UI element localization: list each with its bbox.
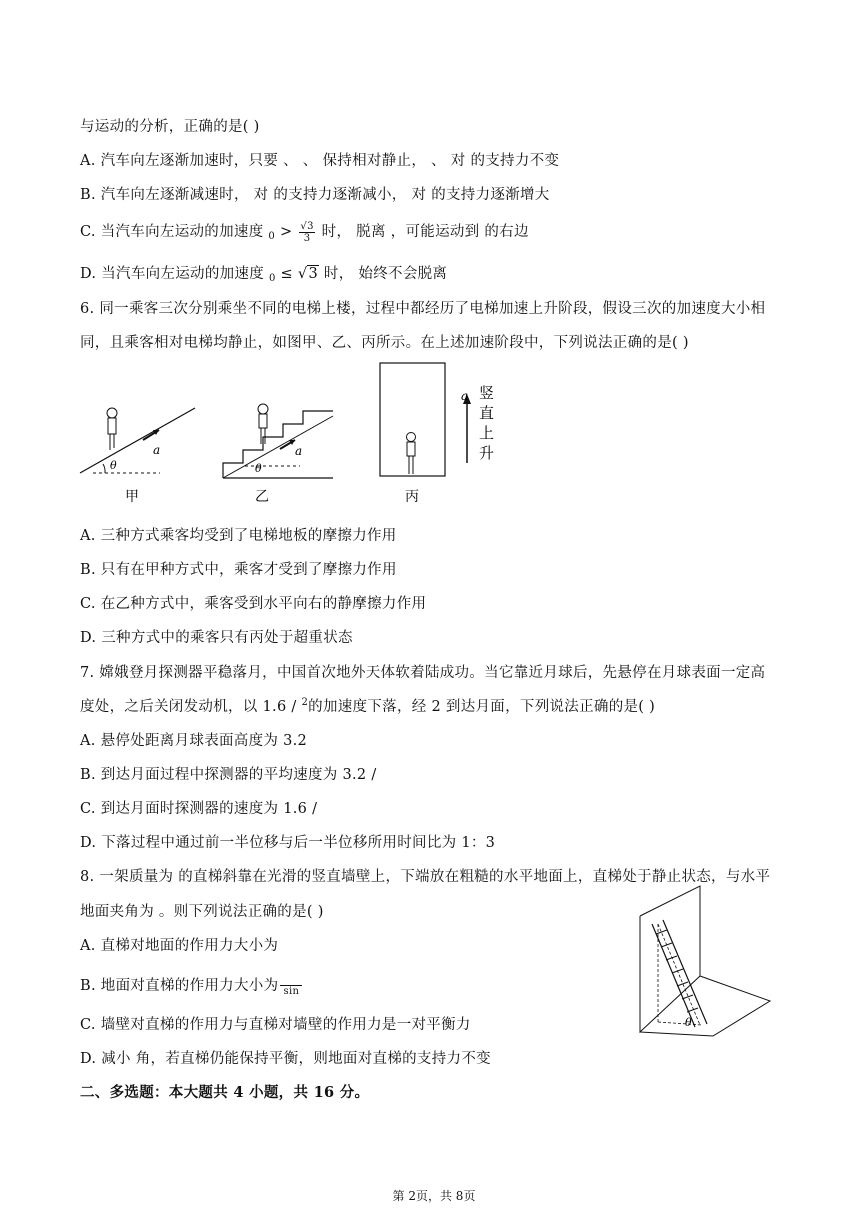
q8-angle-label: θ bbox=[685, 1016, 692, 1029]
section-2-heading: 二、多选题：本大题共 4 小题，共 16 分。 bbox=[80, 1084, 370, 1101]
q5-option-c bbox=[80, 220, 529, 244]
q6-option-d: D. 三种方式中的乘客只有丙处于超重状态 bbox=[80, 630, 353, 646]
label-yi: 乙 bbox=[255, 489, 269, 505]
q5-d-sub: 0 bbox=[268, 273, 276, 284]
q6-stem-line2: 同，且乘客相对电梯均静止，如图甲、乙、丙所示。在上述加速阶段中，下列说法正确的是( ) bbox=[80, 335, 689, 351]
q8-option-b bbox=[80, 974, 304, 997]
figure-yi bbox=[223, 404, 333, 505]
jia-accel-label: a bbox=[153, 443, 161, 457]
q5-c-fraction bbox=[299, 221, 314, 244]
q7-stem-line1: 7. 嫦娥登月探测器平稳落月，中国首次地外天体软着陆成功。当它靠近月球后，先悬停在月球表面一定高 bbox=[80, 665, 766, 681]
q8-b-pre: B. 地面对直梯的作用力大小为 bbox=[80, 978, 279, 994]
q8-ladder-figure bbox=[630, 884, 775, 1044]
figure-bing bbox=[380, 363, 494, 505]
q5-c-op: > bbox=[280, 224, 293, 240]
q8-b-num bbox=[280, 975, 302, 986]
bing-accel-label: a bbox=[461, 389, 469, 403]
page-footer: 第 2页，共 8页 bbox=[392, 1189, 476, 1203]
q7-option-b: B. 到达月面过程中探测器的平均速度为 3.2 / bbox=[80, 767, 377, 783]
q6-option-a: A. 三种方式乘客均受到了电梯地板的摩擦力作用 bbox=[80, 528, 397, 544]
q5-stem-tail: 与运动的分析，正确的是( ) bbox=[80, 119, 260, 135]
q8-b-den: sin bbox=[283, 986, 300, 997]
q7-line2-pre: 度处，之后关闭发动机，以 1.6 / bbox=[80, 699, 302, 715]
q5-d-pre: D. 当汽车向左运动的加速度 bbox=[80, 266, 265, 282]
q8-option-d: D. 减小 角，若直梯仍能保持平衡，则地面对直梯的支持力不变 bbox=[80, 1051, 491, 1067]
q7-stem-line2 bbox=[80, 695, 655, 716]
q5-option-a: A. 汽车向左逐渐加速时，只要 、 、 保持相对静止， 、 对 的支持力不变 bbox=[80, 153, 560, 169]
label-jia: 甲 bbox=[125, 489, 139, 505]
vertical-char-3: 上 bbox=[479, 424, 495, 442]
q8-option-a: A. 直梯对地面的作用力大小为 bbox=[80, 938, 279, 954]
figure-jia bbox=[80, 408, 195, 505]
q8-b-fraction bbox=[280, 975, 302, 997]
q6-option-c: C. 在乙种方式中，乘客受到水平向右的静摩擦力作用 bbox=[80, 596, 427, 612]
q7-line2-sup: 2 bbox=[301, 697, 309, 708]
vertical-char-2: 直 bbox=[479, 404, 495, 422]
q5-c-den: 3 bbox=[303, 232, 311, 244]
q5-c-num: √3 bbox=[300, 220, 314, 232]
q6-option-b: B. 只有在甲种方式中，乘客才受到了摩擦力作用 bbox=[80, 562, 397, 578]
q7-option-d: D. 下落过程中通过前一半位移与后一半位移所用时间比为 1：3 bbox=[80, 835, 496, 851]
q5-option-b: B. 汽车向左逐渐减速时， 对 的支持力逐渐减小， 对 的支持力逐渐增大 bbox=[80, 187, 550, 203]
q5-c-post: 时， 脱离 ，可能运动到 的右边 bbox=[321, 224, 529, 240]
vertical-char-4: 升 bbox=[479, 444, 495, 462]
q5-d-op: ≤ bbox=[280, 266, 293, 282]
q5-d-root: 3 bbox=[308, 266, 318, 282]
yi-accel-label: a bbox=[295, 444, 303, 458]
q8-option-c: C. 墙壁对直梯的作用力与直梯对墙壁的作用力是一对平衡力 bbox=[80, 1017, 471, 1033]
label-bing: 丙 bbox=[405, 489, 419, 505]
q8-stem-line1: 8. 一架质量为 的直梯斜靠在光滑的竖直墙壁上，下端放在粗糙的水平地面上，直梯处于静止状态，与水平 bbox=[80, 869, 771, 885]
q5-c-sub: 0 bbox=[268, 231, 276, 242]
jia-angle-label: θ bbox=[110, 459, 117, 472]
q6-figure bbox=[75, 358, 515, 508]
q7-line2-post: 的加速度下落，经 2 到达月面，下列说法正确的是( ) bbox=[308, 699, 656, 715]
q7-option-a: A. 悬停处距离月球表面高度为 3.2 bbox=[80, 733, 308, 749]
q5-d-post: 时， 始终不会脱离 bbox=[323, 266, 448, 282]
q7-option-c: C. 到达月面时探测器的速度为 1.6 / bbox=[80, 801, 318, 817]
q5-option-d: D. 当汽车向左运动的加速度 $_0$ ≤ √3 时， 始终不会脱离 bbox=[80, 266, 448, 284]
q6-stem-line1: 6. 同一乘客三次分别乘坐不同的电梯上楼，过程中都经历了电梯加速上升阶段，假设三次的加速度大小相 bbox=[80, 301, 766, 317]
yi-angle-label: θ bbox=[255, 462, 262, 475]
vertical-char-1: 竖 bbox=[479, 384, 495, 402]
q5-c-pre: C. 当汽车向左运动的加速度 bbox=[80, 224, 264, 240]
q8-stem-line2: 地面夹角为 。则下列说法正确的是( ) bbox=[80, 904, 324, 920]
